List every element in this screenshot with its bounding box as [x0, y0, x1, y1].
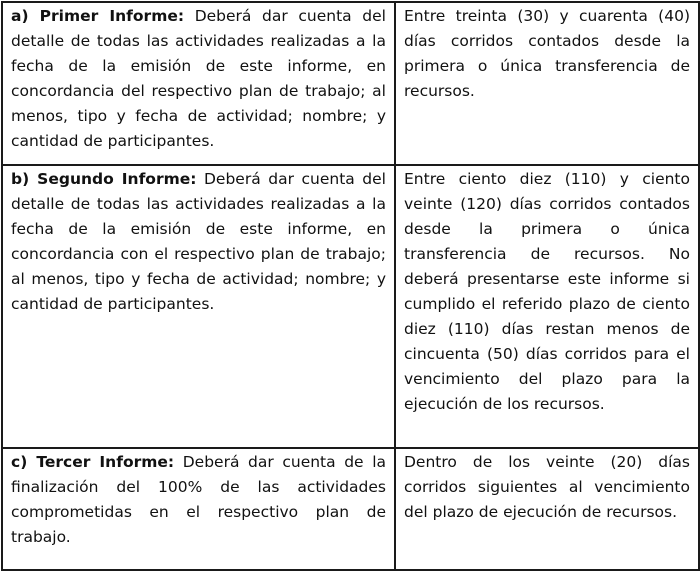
report-deadline-cell — [395, 165, 699, 448]
report-deadline-cell — [395, 2, 699, 165]
report-deadline: Entre treinta (30) y cuarenta (40) días corridos contados desde la primera o única transferencia de recursos. — [404, 7, 690, 100]
report-description-cell — [2, 448, 395, 570]
report-description: Deberá dar cuenta del detalle de todas las actividades realizadas a la fecha de la emisión de este informe, en concordancia del respectivo plan de trabajo; al menos, tipo y fecha de actividad; nombre; y cantidad de participantes. — [11, 7, 386, 150]
report-title: a) Primer Informe: — [11, 7, 185, 25]
report-description-cell — [2, 2, 395, 165]
report-title: b) Segundo Informe: — [11, 170, 197, 188]
table-row — [2, 165, 699, 448]
report-deadline-cell — [395, 448, 699, 570]
report-description-cell — [2, 165, 395, 448]
report-description: Deberá dar cuenta de la finalización del 100% de las actividades comprometidas en el respectivo plan de trabajo. — [11, 453, 386, 546]
reports-table — [1, 1, 700, 571]
report-deadline: Dentro de los veinte (20) días corridos siguientes al vencimiento del plazo de ejecución de recursos. — [404, 453, 690, 521]
report-deadline: Entre ciento diez (110) y ciento veinte (120) días corridos contados desde la primera o única transferencia de recursos. No deberá presentarse este informe si cumplido el referido plazo de ciento diez (110) días restan menos de cincuenta (50) días corridos para el vencimiento del plazo para la ejecución de los recursos. — [404, 170, 690, 413]
report-title: c) Tercer Informe: — [11, 453, 175, 471]
table-row — [2, 448, 699, 570]
report-description: Deberá dar cuenta del detalle de todas las actividades realizadas a la fecha de la emisión de este informe, en concordancia con el respectivo plan de trabajo; al menos, tipo y fecha de actividad; nombre; y cantidad de participantes. — [11, 170, 386, 313]
table-row — [2, 2, 699, 165]
